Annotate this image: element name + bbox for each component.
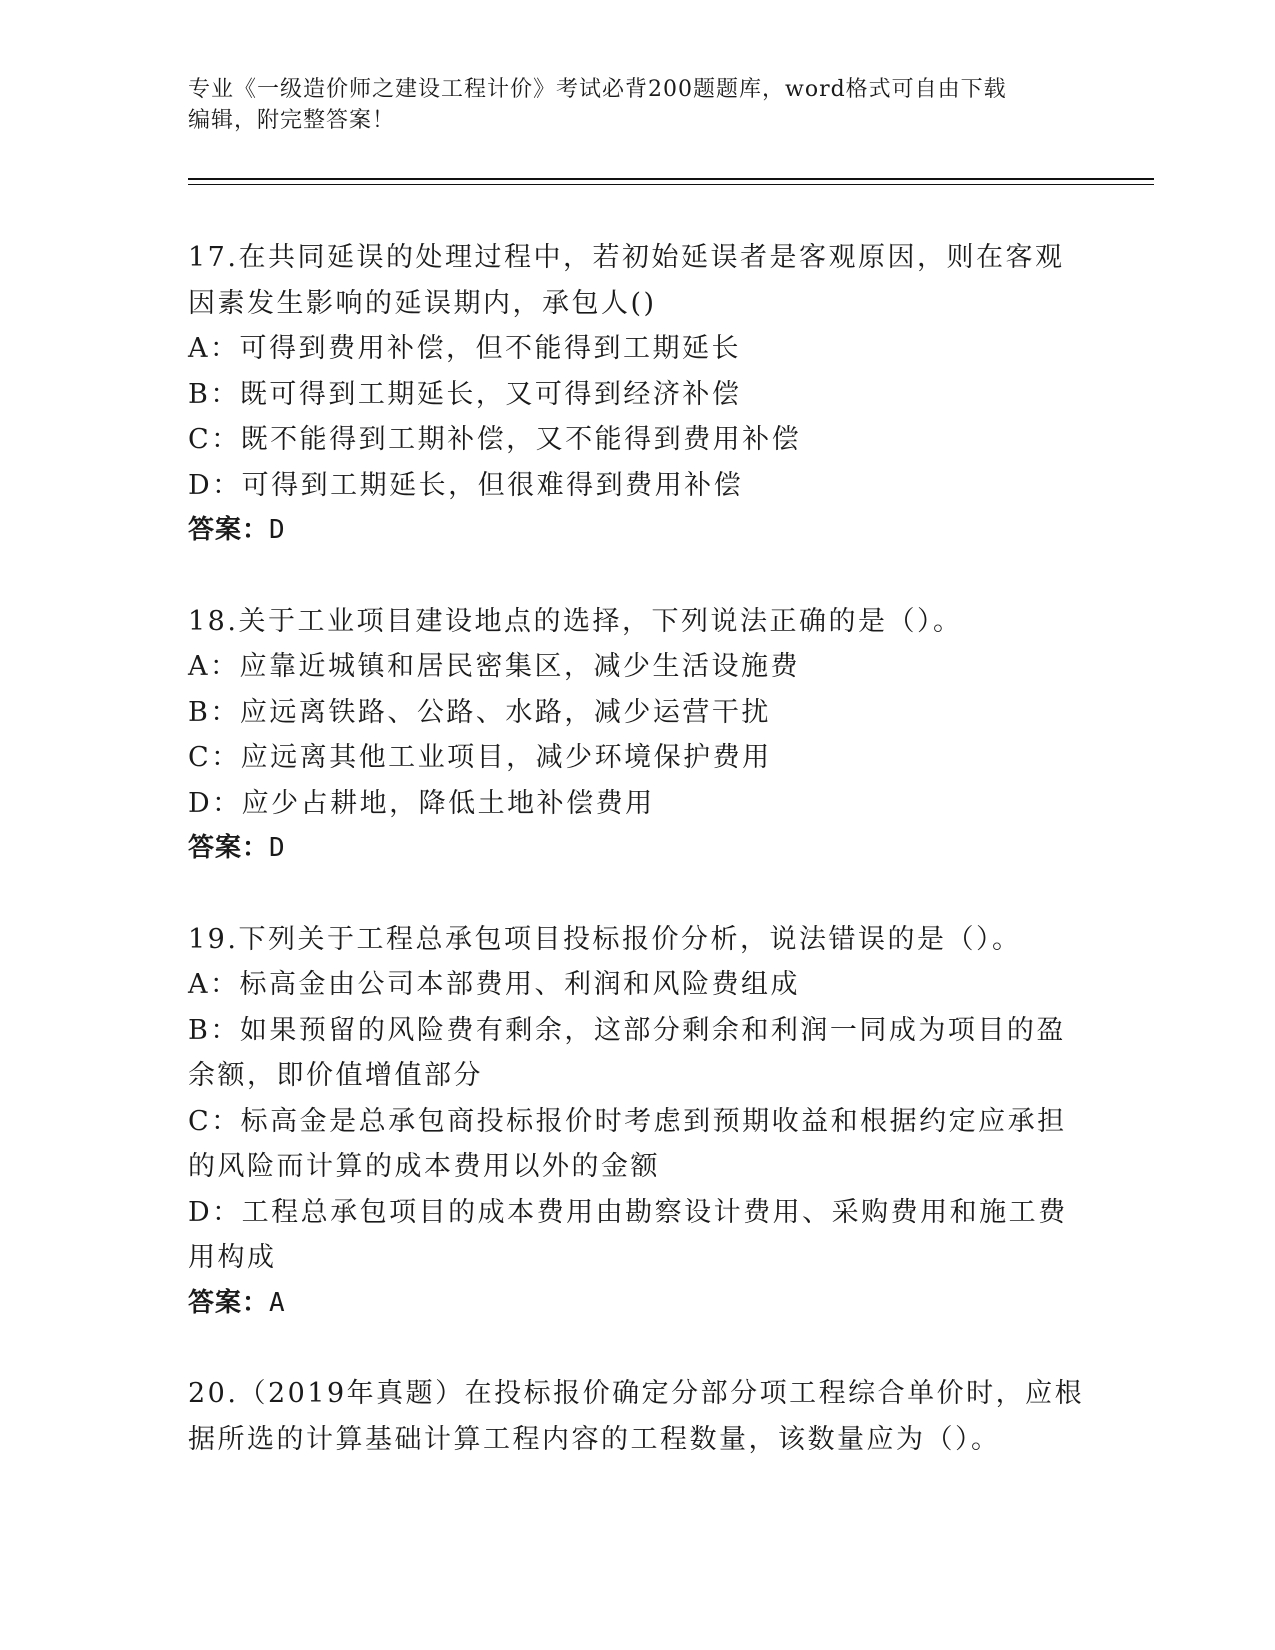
header-line-2: 编辑，附完整答案！	[188, 108, 396, 133]
header-divider-thin	[188, 184, 1154, 185]
option-a: A：可得到费用补偿，但不能得到工期延长	[188, 333, 741, 364]
answer-value: A	[269, 1287, 286, 1318]
answer-label: 答案：	[188, 833, 270, 863]
option-b: B：如果预留的风险费有剩余，这部分剩余和利润一同成为项目的盈余额，即价值增值部分	[188, 1014, 1066, 1091]
question-list	[188, 235, 1088, 1507]
option-a: A：标高金由公司本部费用、利润和风险费组成	[188, 969, 800, 1000]
option-c: C：既不能得到工期补偿，又不能得到费用补偿	[188, 424, 802, 455]
answer-label: 答案：	[188, 515, 270, 545]
question-17	[188, 235, 1088, 554]
option-c: C：应远离其他工业项目，减少环境保护费用	[188, 742, 772, 773]
option-d: D：应少占耕地，降低土地补偿费用	[188, 787, 655, 819]
question-19	[188, 917, 1088, 1327]
header-divider-thick	[188, 178, 1154, 180]
header-line-1: 专业《一级造价师之建设工程计价》考试必背200题题库，word格式可自由下载	[188, 77, 1007, 102]
option-b: B：应远离铁路、公路、水路，减少运营干扰	[188, 696, 771, 728]
question-20	[188, 1371, 1088, 1462]
question-text: 20.（2019年真题）在投标报价确定分部分项工程综合单价时，应根据所选的计算基础计算工程内容的工程数量，该数量应为（）。	[188, 1378, 1085, 1455]
answer-label: 答案：	[188, 1287, 270, 1318]
option-d: D：工程总承包项目的成本费用由勘察设计费用、采购费用和施工费用构成	[188, 1196, 1068, 1273]
question-text: 18.关于工业项目建设地点的选择，下列说法正确的是（）。	[188, 605, 963, 637]
answer-value: D	[269, 515, 286, 545]
option-a: A：应靠近城镇和居民密集区，减少生活设施费	[188, 651, 800, 682]
question-text: 17.在共同延误的处理过程中，若初始延误者是客观原因，则在客观因素发生影响的延误期内，承包人()	[188, 242, 1065, 319]
answer-line	[188, 508, 1088, 554]
answer-line	[188, 826, 1088, 872]
option-d: D：可得到工期延长，但很难得到费用补偿	[188, 469, 744, 501]
document-header	[188, 74, 1088, 136]
answer-line	[188, 1281, 1088, 1327]
question-18	[188, 599, 1088, 872]
question-text: 19.下列关于工程总承包项目投标报价分析，说法错误的是（）。	[188, 923, 1022, 955]
answer-value: D	[269, 833, 286, 863]
option-b: B：既可得到工期延长，又可得到经济补偿	[188, 378, 742, 410]
option-c: C：标高金是总承包商投标报价时考虑到预期收益和根据约定应承担的风险而计算的成本费用以外的金额	[188, 1105, 1067, 1182]
